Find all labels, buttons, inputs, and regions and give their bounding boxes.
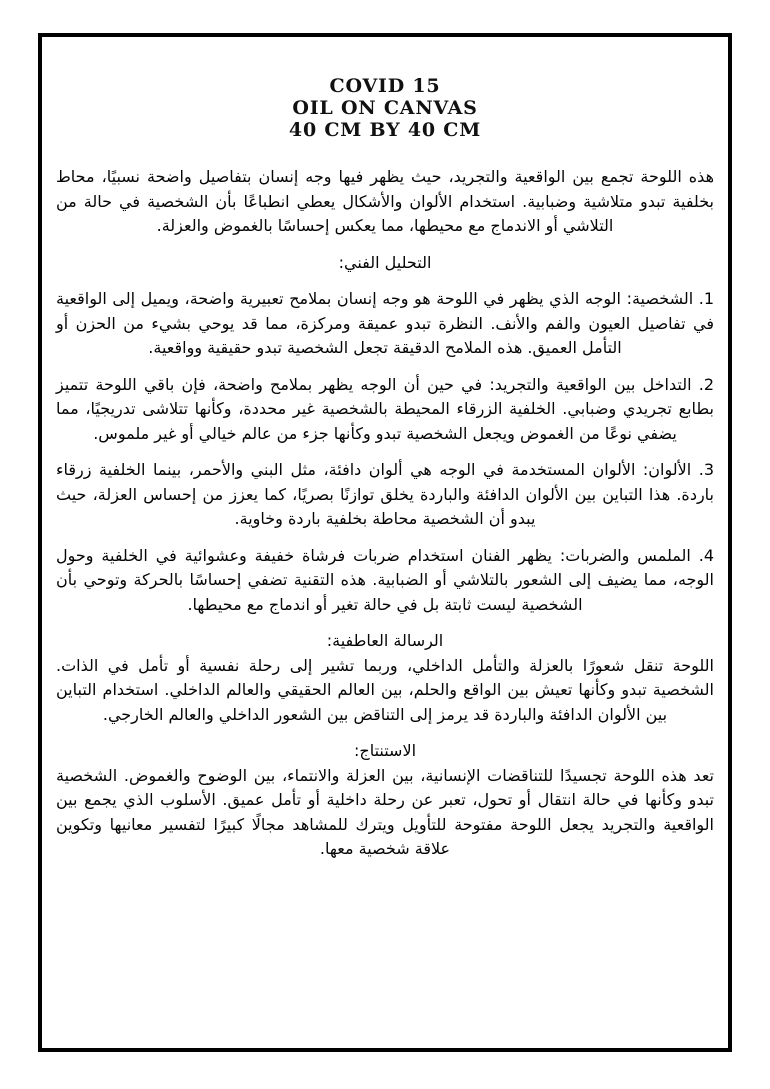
analysis-item-realism-abstraction: 2. التداخل بين الواقعية والتجريد: في حين أن الوجه يظهر بملامح واضحة، فإن باقي اللوحة تتميز بطابع تجريدي وضبابي. الخلفية الزرقاء المحيطة بالشخصية غير محددة، وكأنها تتلاشى تدريجيًا، مما يضفي نوعًا من الغموض ويجعل الشخصية تبدو وكأنها جزء من عالم خيالي أو غير ملموس. xyxy=(56,374,714,443)
section-heading-conclusion: الاستنتاج: xyxy=(353,741,417,760)
artwork-title-block xyxy=(56,75,714,141)
emotional-message-paragraph: اللوحة تنقل شعورًا بالعزلة والتأمل الداخلي، وربما تشير إلى رحلة نفسية أو تأمل في الذات. الشخصية تبدو وكأنها تعيش بين الواقع والحلم، بين العالم الحقيقي والعالم الداخلي. استخدام التباين بين الألوان الدافئة والباردة قد يرمز إلى التناقض بين الشعور الداخلي والعالم الخارجي. xyxy=(56,655,714,724)
analysis-item-texture-strokes: 4. الملمس والضربات: يظهر الفنان استخدام ضربات فرشاة خفيفة وعشوائية في الخلفية وحول الوجه، مما يضيف إلى الشعور بالتلاشي أو الضبابية. هذه التقنية تضفي إحساسًا بالحركة وتوحي بأن الشخصية ليست ثابتة بل في حالة تغير أو اندماج مع محيطها. xyxy=(56,545,714,614)
document-page-frame xyxy=(38,33,732,1052)
artwork-medium: OIL ON CANVAS xyxy=(292,97,478,119)
conclusion-paragraph: تعد هذه اللوحة تجسيدًا للتناقضات الإنسانية، بين العزلة والانتماء، بين الوضوح والغموض. الشخصية تبدو وكأنها في حالة انتقال أو تحول، تعبر عن رحلة داخلية أو تأمل عميق. الأسلوب الذي يجمع بين الواقعية والتجريد يجعل اللوحة مفتوحة للتأويل ويترك للمشاهد مجالًا كبيرًا لتفسير معانيها وتكوين علاقة شخصية معها. xyxy=(56,765,714,858)
intro-paragraph: هذه اللوحة تجمع بين الواقعية والتجريد، حيث يظهر فيها وجه إنسان بتفاصيل واضحة نسبيًا، محاط بخلفية تبدو متلاشية وضبابية. استخدام الألوان والأشكال يعطي انطباعًا بأن الشخصية في حالة من التلاشي أو الاندماج مع محيطها، مما يعكس إحساسًا بالغموض والعزلة. xyxy=(56,167,714,235)
artwork-dimensions: 40 CM BY 40 CM xyxy=(288,119,482,141)
artwork-title: COVID 15 xyxy=(329,75,441,97)
section-heading-emotional-message: الرسالة العاطفية: xyxy=(326,631,444,650)
analysis-item-colors: 3. الألوان: الألوان المستخدمة في الوجه هي ألوان دافئة، مثل البني والأحمر، بينما الخلفية زرقاء باردة. هذا التباين بين الألوان الدافئة والباردة يخلق توازنًا بصريًا، كما يعزز من إحساس العزلة، حيث يبدو أن الشخصية محاطة بخلفية باردة وخاوية. xyxy=(56,460,714,528)
analysis-item-character: 1. الشخصية: الوجه الذي يظهر في اللوحة هو وجه إنسان بملامح تعبيرية واضحة، ويميل إلى الواقعية في تفاصيل العيون والفم والأنف. النظرة تبدو عميقة ومركزة، مما قد يوحي بشيء من الحزن أو التأمل العميق. هذه الملامح الدقيقة تجعل الشخصية تبدو حقيقية وواقعية. xyxy=(56,289,714,357)
section-heading-artistic-analysis: التحليل الفني: xyxy=(338,252,432,272)
